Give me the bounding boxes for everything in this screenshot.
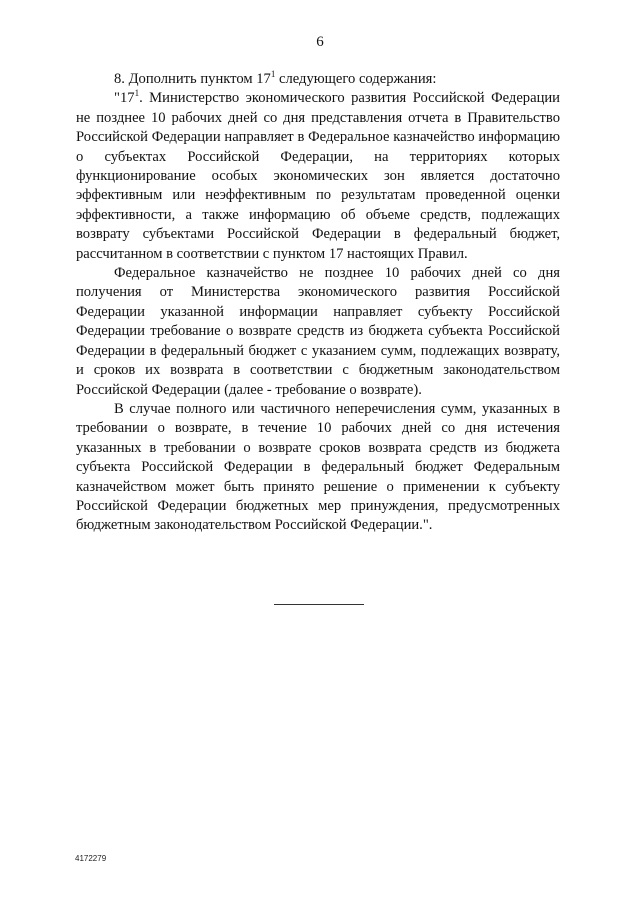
closing-rule [274, 604, 364, 605]
item-8-paragraph [76, 70, 560, 89]
document-code: 4172279 [75, 854, 107, 863]
treasury-paragraph: Федеральное казначейство не позднее 10 рабочих дней со дня получения от Министерства экономического развития Российской Федерации указанной информации направляет субъекту Российской Федерации требование о возврате средств из бюджета субъекта Российской Федерации в федеральный бюджет с указанием сумм, подлежащих возврату, и сроков их возврата в соответствии с бюджетным законодательством Российской Федерации (далее - требование о возврате). [76, 265, 560, 398]
enforcement-paragraph: В случае полного или частичного неперечисления сумм, указанных в требовании о возврате, в течение 10 рабочих дней со дня истечения указанных в требовании о возврате сроков возврата средств из бюджета субъекта Российской Федерации в федеральный бюджет Федеральным казначейством может быть принято решение о применении к субъекту Российской Федерации бюджетных мер принуждения, предусмотренных бюджетным законодательством Российской Федерации.". [76, 400, 560, 534]
item-8-suffix: следующего содержания: [275, 71, 437, 87]
clause-17-1-prefix: "17 [114, 90, 135, 107]
item-8-superscript: 1 [270, 69, 276, 79]
document-body [76, 70, 560, 536]
clause-17-1-text: . Министерство экономического развития Российской Федерации не позднее 10 рабочих дней со дня представления отчета в Правительство Российской Федерации направляет в Федеральное казначейство информацию о субъектах Российской Федерации, на территориях которых функционирование особых экономических зон является достаточно эффективным или неэффективным по результатам проведенной оценки эффективности, а также информацию об объеме средств, подлежащих возврату субъектами Российской Федерации в федеральный бюджет, рассчитанном в соответствии с пунктом 17 настоящих Правил. [76, 90, 560, 262]
item-8-prefix: 8. Дополнить пунктом 17 [114, 71, 271, 87]
clause-17-1-superscript: 1 [134, 88, 140, 99]
page-number: 6 [316, 34, 324, 50]
clause-17-1-paragraph [76, 89, 560, 264]
